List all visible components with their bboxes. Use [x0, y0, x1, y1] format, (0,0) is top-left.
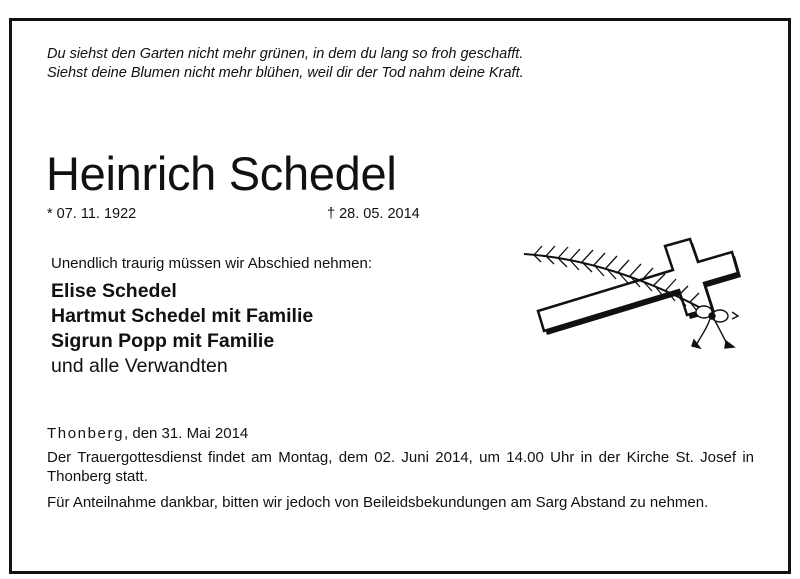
mourner-2: Hartmut Schedel mit Familie	[51, 305, 314, 327]
mourner-3: Sigrun Popp mit Familie	[51, 330, 275, 352]
mourners-list	[51, 279, 313, 379]
funeral-service-text: Der Trauergottesdienst findet am Montag, dem 02. Juni 2014, um 14.00 Uhr in der Kirche St. Josef in Thonberg statt.	[47, 449, 754, 485]
place-town: Thonberg	[47, 425, 125, 442]
place-date: , den 31. Mai 2014	[124, 425, 249, 442]
place-and-date	[47, 425, 248, 442]
poem-line-2: Siehst deine Blumen nicht mehr blühen, weil dir der Tod nahm deine Kraft.	[47, 65, 524, 81]
cross-with-palm-frond-icon	[522, 236, 758, 354]
poem	[47, 45, 524, 83]
poem-line-1: Du siehst den Garten nicht mehr grünen, in dem du lang so froh geschafft.	[47, 46, 524, 62]
thanks-text: Für Anteilnahme dankbar, bitten wir jedoch von Beileidsbekundungen am Sarg Abstand zu nehmen.	[47, 494, 709, 511]
birth-date: * 07. 11. 1922	[47, 206, 137, 222]
death-date: † 28. 05. 2014	[327, 206, 420, 222]
mourner-1: Elise Schedel	[51, 280, 177, 302]
mourners-others: und alle Verwandten	[51, 355, 228, 377]
mourning-intro: Unendlich traurig müssen wir Abschied nehmen:	[51, 255, 372, 272]
deceased-name: Heinrich Schedel	[46, 147, 397, 200]
